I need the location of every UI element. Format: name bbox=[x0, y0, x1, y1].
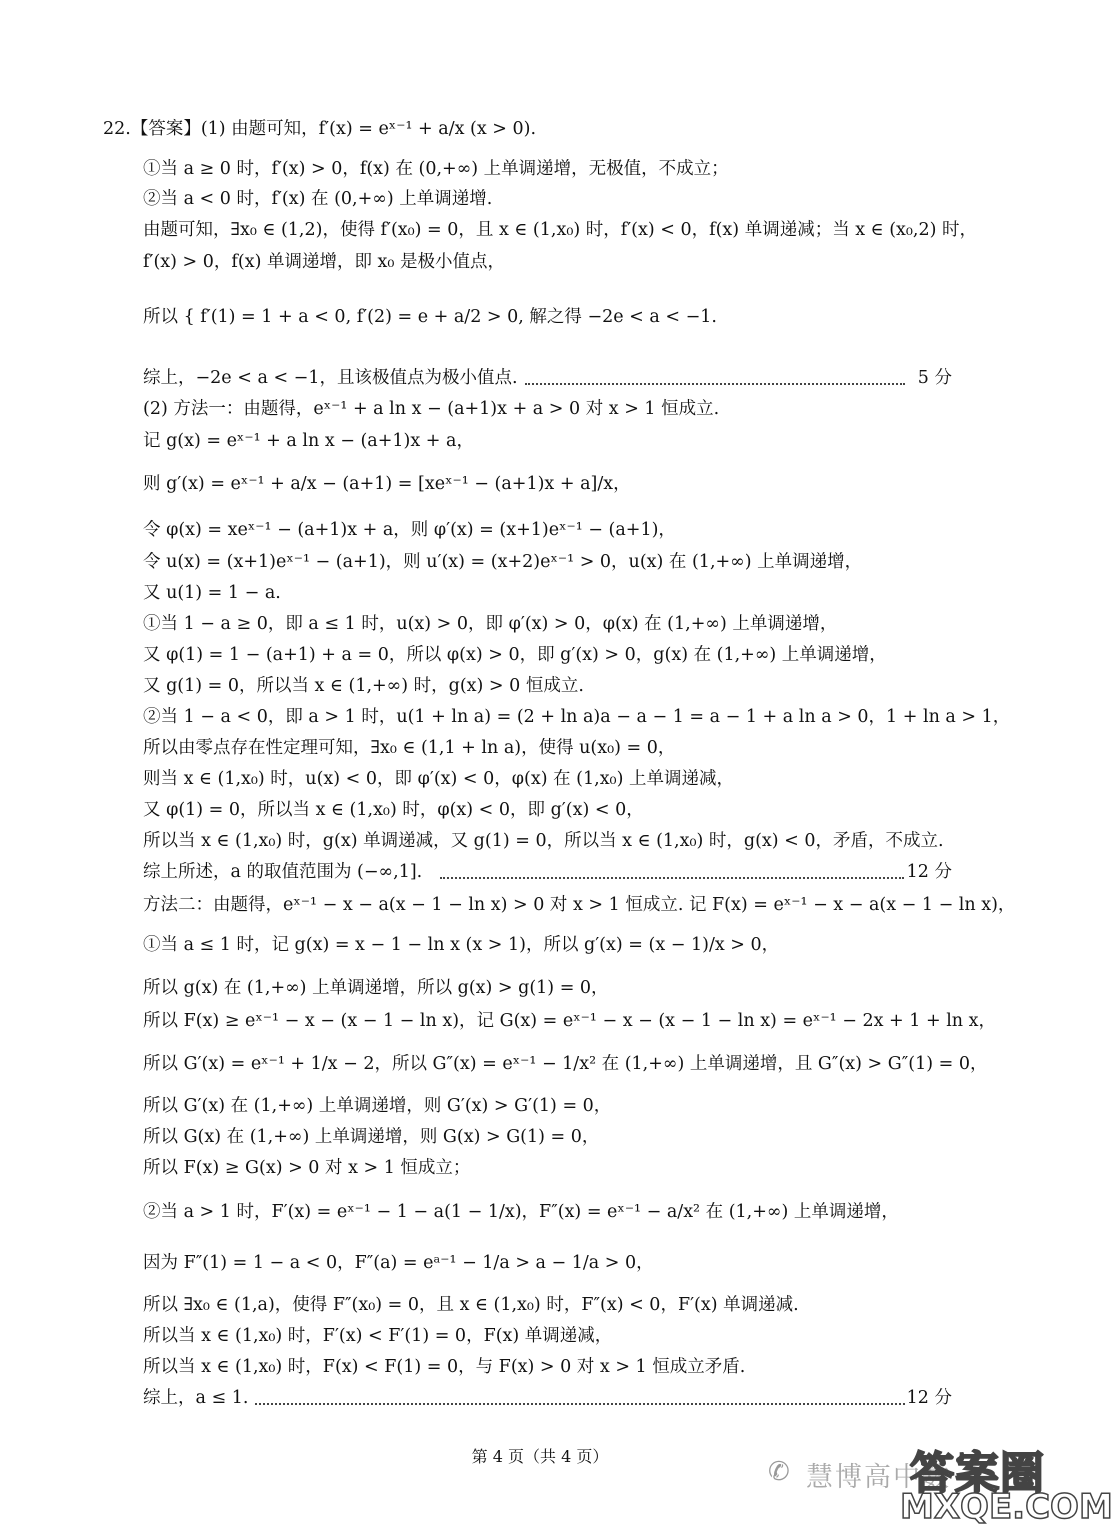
solution-line: 所以当 x ∈ (1,x₀) 时，F(x) < F(1) = 0，与 F(x) > 0 对 x > 1 恒成立矛盾. bbox=[143, 1357, 746, 1377]
solution-line: 所以当 x ∈ (1,x₀) 时，F′(x) < F′(1) = 0，F(x) 单调递减， bbox=[143, 1326, 613, 1346]
leader-dots bbox=[440, 877, 904, 879]
leader-dots bbox=[525, 383, 905, 385]
solution-line: f′(x) > 0，f(x) 单调递增，即 x₀ 是极小值点， bbox=[143, 252, 505, 272]
solution-line: 所以 F(x) ≥ G(x) > 0 对 x > 1 恒成立； bbox=[143, 1158, 471, 1178]
q22-header: 22.【答案】(1) 由题可知，f′(x) = eˣ⁻¹ + a/x (x > 0). bbox=[103, 119, 537, 139]
solution-line: 令 u(x) = (x+1)eˣ⁻¹ − (a+1)，则 u′(x) = (x+2)eˣ⁻¹ > 0，u(x) 在 (1,+∞) 上单调递增， bbox=[143, 552, 863, 572]
score-label: 12 分 bbox=[906, 1388, 952, 1408]
solution-line: 又 g(1) = 0，所以当 x ∈ (1,+∞) 时，g(x) > 0 恒成立. bbox=[143, 676, 584, 696]
solution-line: 因为 F″(1) = 1 − a < 0，F″(a) = eᵃ⁻¹ − 1/a > a − 1/a > 0， bbox=[143, 1253, 654, 1273]
solution-line: 所以当 x ∈ (1,x₀) 时，g(x) 单调递减，又 g(1) = 0，所以当 x ∈ (1,x₀) 时，g(x) < 0，矛盾，不成立. bbox=[143, 831, 944, 851]
solution-line: 则当 x ∈ (1,x₀) 时，u(x) < 0，即 φ′(x) < 0，φ(x) 在 (1,x₀) 上单调递减， bbox=[143, 769, 734, 789]
solution-line: 所以 G(x) 在 (1,+∞) 上单调递增，则 G(x) > G(1) = 0， bbox=[143, 1127, 600, 1147]
solution-line: 又 φ(1) = 1 − (a+1) + a = 0，所以 φ(x) > 0，即 g′(x) > 0，g(x) 在 (1,+∞) 上单调递增， bbox=[143, 645, 887, 665]
solution-line: 所以 ∃x₀ ∈ (1,a)，使得 F″(x₀) = 0，且 x ∈ (1,x₀) 时，F″(x) < 0，F′(x) 单调递减. bbox=[143, 1295, 799, 1315]
solution-line: ②当 a > 1 时，F′(x) = eˣ⁻¹ − 1 − a(1 − 1/x)，F″(x) = eˣ⁻¹ − a/x² 在 (1,+∞) 上单调递增， bbox=[143, 1202, 899, 1222]
watermark bbox=[750, 1435, 1113, 1527]
solution-line: ②当 a < 0 时，f′(x) 在 (0,+∞) 上单调递增. bbox=[143, 189, 493, 209]
solution-line: (2) 方法一：由题得，eˣ⁻¹ + a ln x − (a+1)x + a > 0 对 x > 1 恒成立. bbox=[143, 399, 720, 419]
page-footer: 第 4 页（共 4 页） bbox=[471, 1447, 609, 1466]
solution-line: 则 g′(x) = eˣ⁻¹ + a/x − (a+1) = [xeˣ⁻¹ − (a+1)x + a]/x， bbox=[143, 474, 631, 494]
watermark-url: MXQE.COM bbox=[900, 1487, 1113, 1527]
solution-line: 记 g(x) = eˣ⁻¹ + a ln x − (a+1)x + a， bbox=[143, 431, 474, 451]
solution-line: 令 φ(x) = xeˣ⁻¹ − (a+1)x + a，则 φ′(x) = (x+1)eˣ⁻¹ − (a+1)， bbox=[143, 520, 676, 540]
score-label: 12 分 bbox=[906, 862, 952, 882]
solution-line: ①当 1 − a ≥ 0，即 a ≤ 1 时，u(x) > 0，即 φ′(x) > 0，φ(x) 在 (1,+∞) 上单调递增， bbox=[143, 614, 838, 634]
solution-line: 综上，−2e < a < −1，且该极值点为极小值点. bbox=[143, 368, 518, 388]
solution-line: 所以由零点存在性定理可知，∃x₀ ∈ (1,1 + ln a)，使得 u(x₀) = 0， bbox=[143, 738, 676, 758]
solution-line: 所以 G′(x) 在 (1,+∞) 上单调递增，则 G′(x) > G′(1) = 0， bbox=[143, 1096, 612, 1116]
solution-line: 方法二：由题得，eˣ⁻¹ − x − a(x − 1 − ln x) > 0 对 x > 1 恒成立. 记 F(x) = eˣ⁻¹ − x − a(x − 1 − ln x)， bbox=[143, 895, 1016, 915]
leader-dots bbox=[255, 1403, 905, 1405]
solution-line: 所以 F(x) ≥ eˣ⁻¹ − x − (x − 1 − ln x)，记 G(x) = eˣ⁻¹ − x − (x − 1 − ln x) = eˣ⁻¹ − 2x + 1 + ln x， bbox=[143, 1011, 997, 1031]
wechat-icon: ✆ bbox=[768, 1457, 790, 1487]
solution-line: 又 u(1) = 1 − a. bbox=[143, 583, 281, 603]
solution-line-system: 所以 { f′(1) = 1 + a < 0, f′(2) = e + a/2 > 0, 解之得 −2e < a < −1. bbox=[143, 307, 717, 327]
solution-line: 又 φ(1) = 0，所以当 x ∈ (1,x₀) 时，φ(x) < 0，即 g′(x) < 0， bbox=[143, 800, 644, 820]
solution-line: ②当 1 − a < 0，即 a > 1 时，u(1 + ln a) = (2 + ln a)a − a − 1 = a − 1 + a ln a > 0，1 + ln a > 1， bbox=[143, 707, 1011, 727]
watermark-account-name: 慧博高中数 bbox=[806, 1462, 951, 1493]
solution-line: 所以 g(x) 在 (1,+∞) 上单调递增，所以 g(x) > g(1) = 0， bbox=[143, 978, 609, 998]
solution-line: 所以 G′(x) = eˣ⁻¹ + 1/x − 2，所以 G″(x) = eˣ⁻¹ − 1/x² 在 (1,+∞) 上单调递增，且 G″(x) > G″(1) = 0， bbox=[143, 1054, 988, 1074]
solution-line: 由题可知，∃x₀ ∈ (1,2)，使得 f′(x₀) = 0，且 x ∈ (1,x₀) 时，f′(x) < 0，f(x) 单调递减；当 x ∈ (x₀,2) 时， bbox=[143, 220, 977, 240]
solution-line: ①当 a ≤ 1 时，记 g(x) = x − 1 − ln x (x > 1)，所以 g′(x) = (x − 1)/x > 0， bbox=[143, 935, 780, 955]
solution-line: 综上所述，a 的取值范围为 (−∞,1]. bbox=[143, 862, 423, 882]
solution-line: 综上，a ≤ 1. bbox=[143, 1388, 249, 1408]
score-label: 5 分 bbox=[917, 368, 952, 388]
solution-line: ①当 a ≥ 0 时，f′(x) > 0，f(x) 在 (0,+∞) 上单调递增，无极值，不成立； bbox=[143, 159, 729, 179]
watermark-brand: 答案圈 bbox=[910, 1448, 1045, 1499]
